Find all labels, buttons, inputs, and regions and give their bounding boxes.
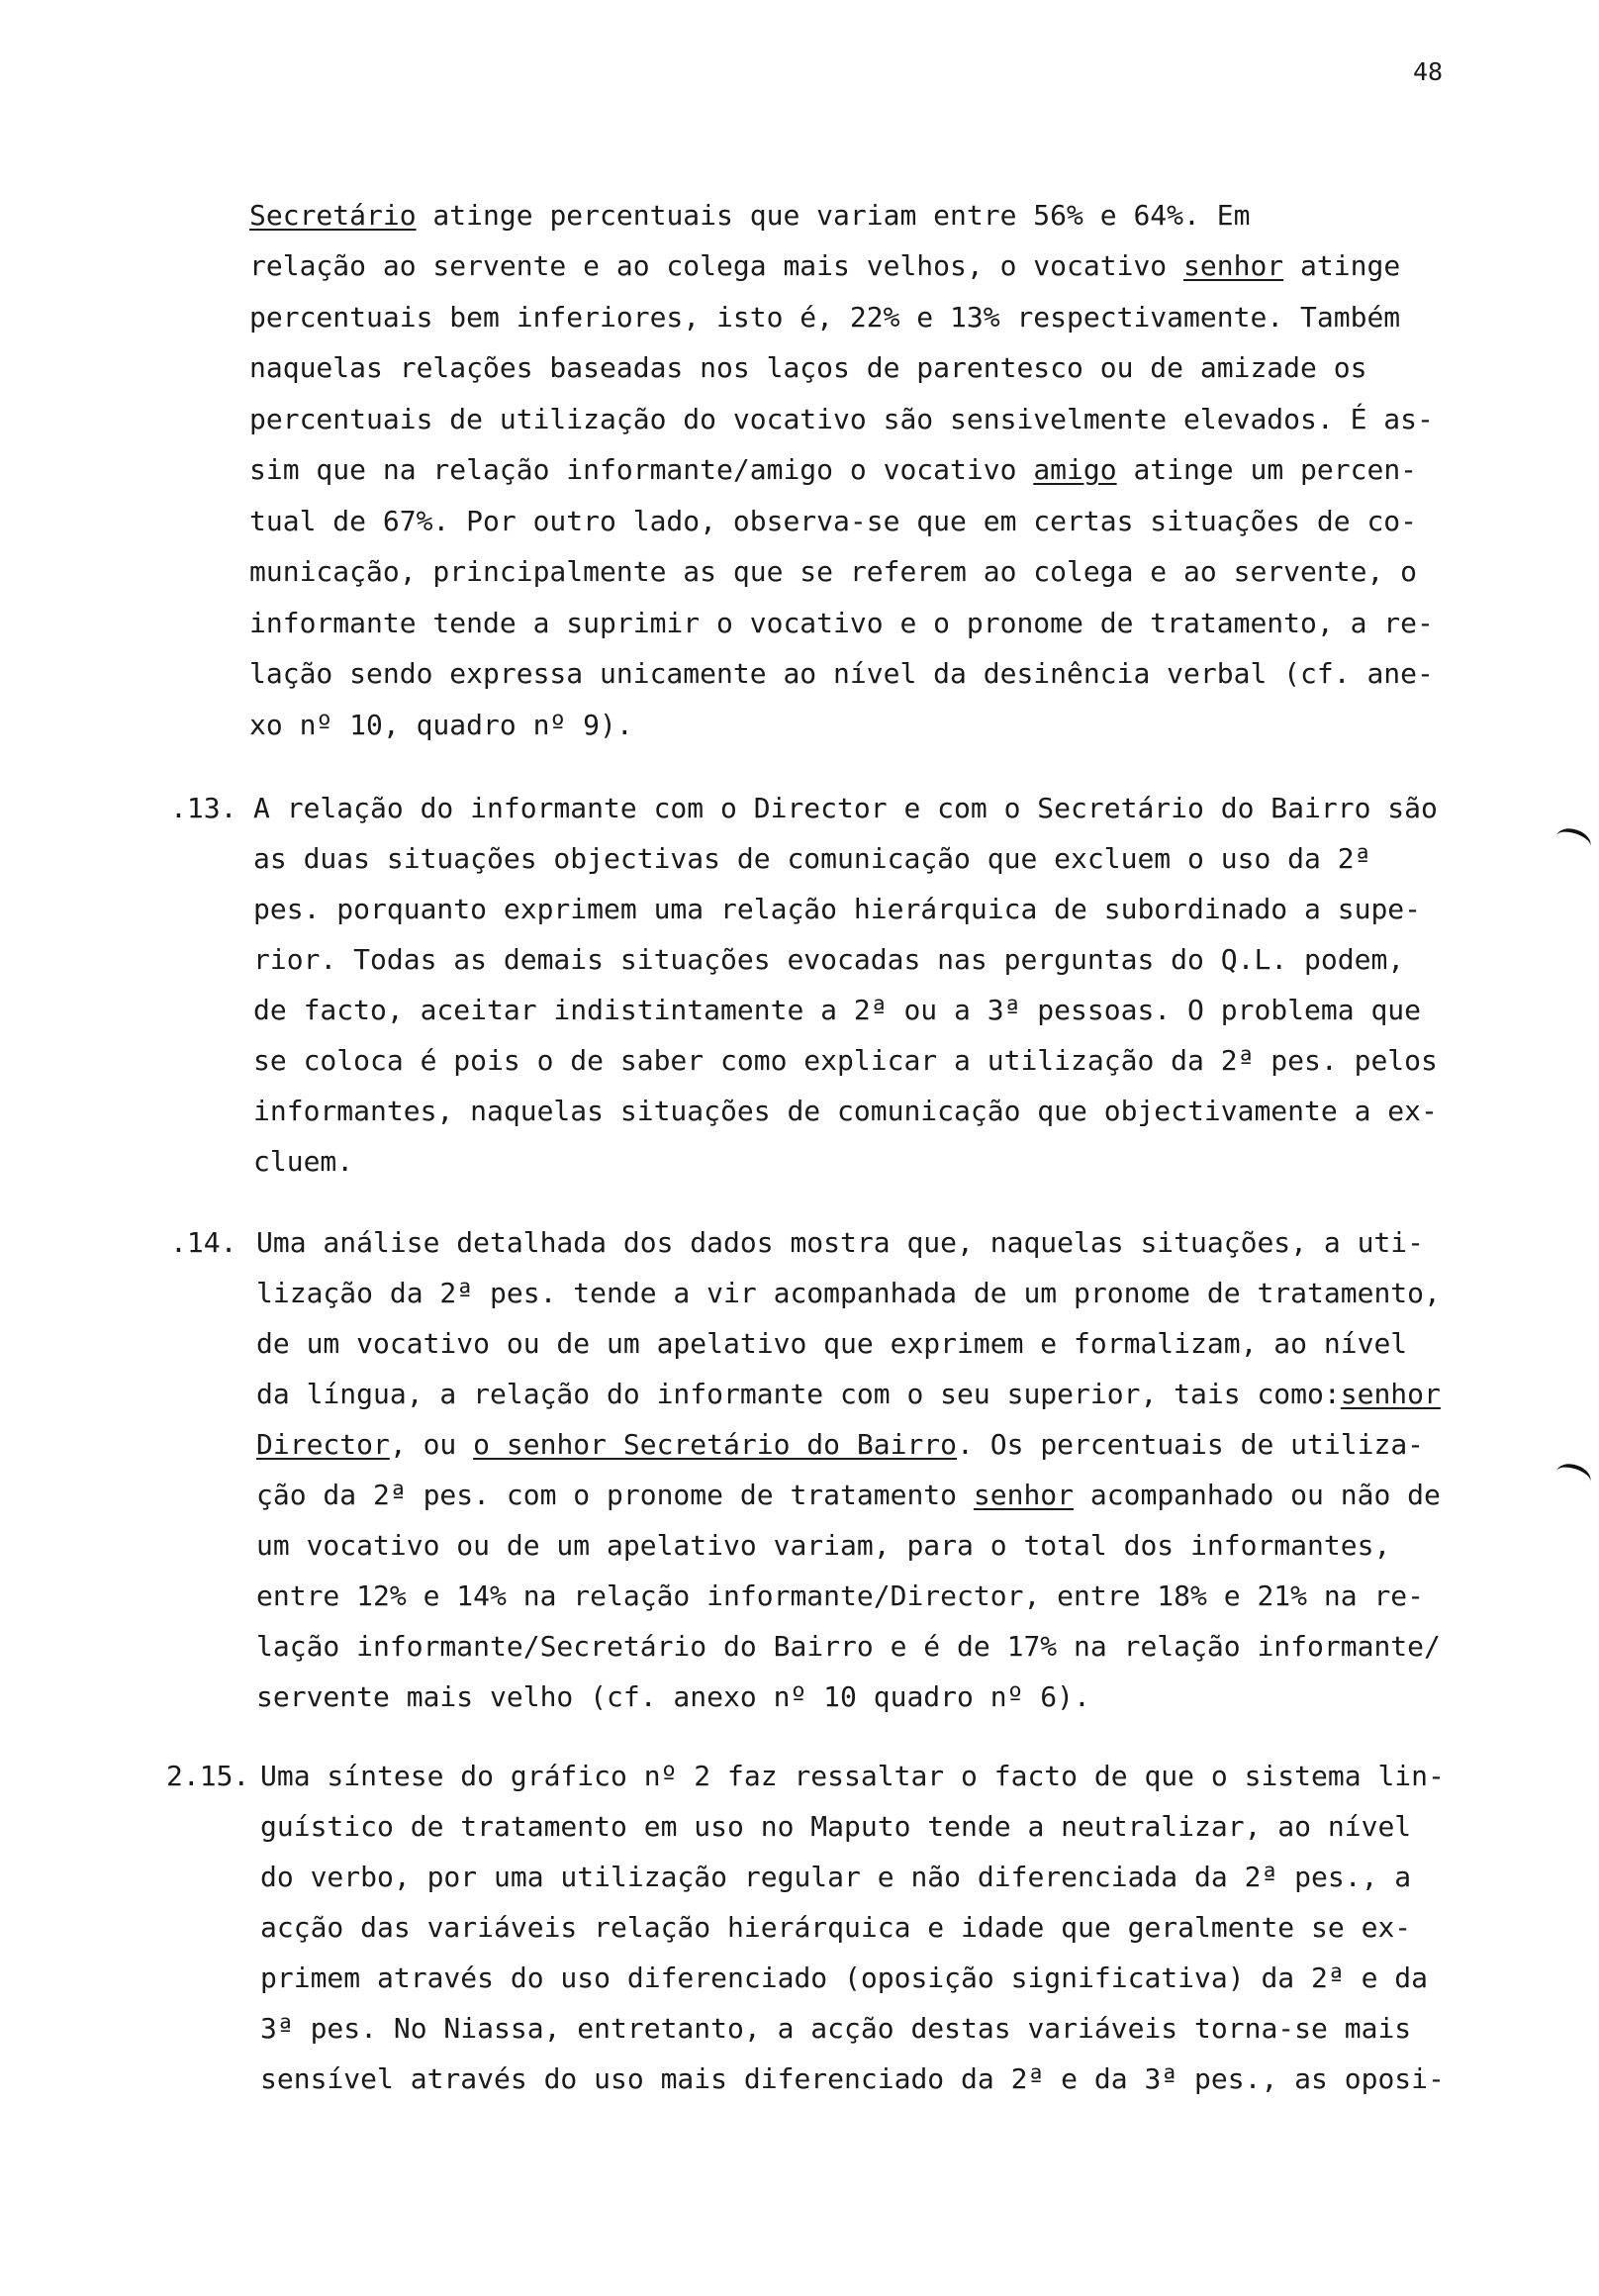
section-number: .14.: [170, 1226, 237, 1259]
text-line: 3ª pes. No Niassa, entretanto, a acção destas variáveis torna-se mais: [260, 2012, 1412, 2045]
text-line: lação sendo expressa unicamente ao nível da desinência verbal (cf. ane-: [249, 657, 1434, 690]
text-line: lização da 2ª pes. tende a vir acompanhada de um pronome de tratamento,: [256, 1277, 1441, 1309]
margin-mark: [1552, 824, 1594, 858]
text-line: primem através do uso diferenciado (oposição significativa) da 2ª e da: [260, 1961, 1429, 1994]
underlined-term: senhor: [1183, 249, 1284, 282]
text-line: municação, principalmente as que se referem ao colega e ao servente, o: [249, 555, 1418, 588]
text-line: informantes, naquelas situações de comunicação que objectivamente a ex-: [253, 1095, 1438, 1127]
underlined-term: senhor: [1340, 1378, 1441, 1410]
underlined-term: Director: [256, 1428, 390, 1461]
text-line: do verbo, por uma utilização regular e não diferenciada da 2ª pes., a: [260, 1861, 1412, 1893]
section-number: 2.15.: [166, 1760, 250, 1792]
section-number: .13.: [170, 792, 237, 824]
text-line: naquelas relações baseadas nos laços de parentesco ou de amizade os: [249, 351, 1367, 384]
text-line: Director, ou o senhor Secretário do Bairro. Os percentuais de utiliza-: [256, 1428, 1425, 1461]
text-line: informante tende a suprimir o vocativo e o pronome de tratamento, a re-: [249, 607, 1434, 639]
text-line: pes. porquanto exprimem uma relação hierárquica de subordinado a supe-: [253, 893, 1422, 925]
text-line: de um vocativo ou de um apelativo que exprimem e formalizam, ao nível: [256, 1327, 1408, 1360]
underlined-term: amigo: [1033, 453, 1117, 486]
text-line: acção das variáveis relação hierárquica e idade que geralmente se ex-: [260, 1911, 1412, 1944]
text-line: xo nº 10, quadro nº 9).: [249, 709, 633, 741]
text-line: percentuais bem inferiores, isto é, 22% e 13% respectivamente. Também: [249, 301, 1401, 334]
text-line: as duas situações objectivas de comunicação que excluem o uso da 2ª: [253, 842, 1371, 875]
text-line: um vocativo ou de um apelativo variam, para o total dos informantes,: [256, 1529, 1391, 1562]
text-line: entre 12% e 14% na relação informante/Director, entre 18% e 21% na re-: [256, 1579, 1425, 1612]
margin-mark: [1552, 1460, 1594, 1493]
text-line: Uma síntese do gráfico nº 2 faz ressaltar o facto de que o sistema lin-: [260, 1760, 1445, 1792]
text-line: A relação do informante com o Director e com o Secretário do Bairro são: [253, 792, 1438, 824]
text-line: da língua, a relação do informante com o seu superior, tais como:senhor: [256, 1378, 1441, 1410]
text-line: sim que na relação informante/amigo o vocativo amigo atinge um percen-: [249, 453, 1418, 486]
text-line: servente mais velho (cf. anexo nº 10 quadro nº 6).: [256, 1680, 1090, 1713]
text-line: ção da 2ª pes. com o pronome de tratamento senhor acompanhado ou não de: [256, 1479, 1441, 1511]
text-line: guístico de tratamento em uso no Maputo tende a neutralizar, ao nível: [260, 1810, 1412, 1843]
underlined-term: Secretário: [249, 199, 417, 232]
underlined-term: senhor: [973, 1479, 1075, 1511]
text-line: sensível através do uso mais diferenciado da 2ª e da 3ª pes., as oposi-: [260, 2062, 1445, 2095]
text-line: de facto, aceitar indistintamente a 2ª ou a 3ª pessoas. O problema que: [253, 994, 1422, 1026]
text-line: Uma análise detalhada dos dados mostra que, naquelas situações, a uti-: [256, 1226, 1425, 1259]
text-line: tual de 67%. Por outro lado, observa-se que em certas situações de co-: [249, 505, 1418, 537]
text-line: Secretário atinge percentuais que variam entre 56% e 64%. Em: [249, 199, 1251, 232]
underlined-term: o senhor Secretário do Bairro: [473, 1428, 958, 1461]
text-line: rior. Todas as demais situações evocadas nas perguntas do Q.L. podem,: [253, 943, 1405, 976]
text-line: percentuais de utilização do vocativo são sensivelmente elevados. É as-: [249, 403, 1434, 435]
text-line: se coloca é pois o de saber como explicar a utilização da 2ª pes. pelos: [253, 1044, 1438, 1077]
text-line: cluem.: [253, 1145, 354, 1178]
text-line: lação informante/Secretário do Bairro e é de 17% na relação informante/: [256, 1630, 1441, 1663]
text-line: relação ao servente e ao colega mais velhos, o vocativo senhor atinge: [249, 249, 1401, 282]
page-number: 48: [1413, 57, 1444, 86]
